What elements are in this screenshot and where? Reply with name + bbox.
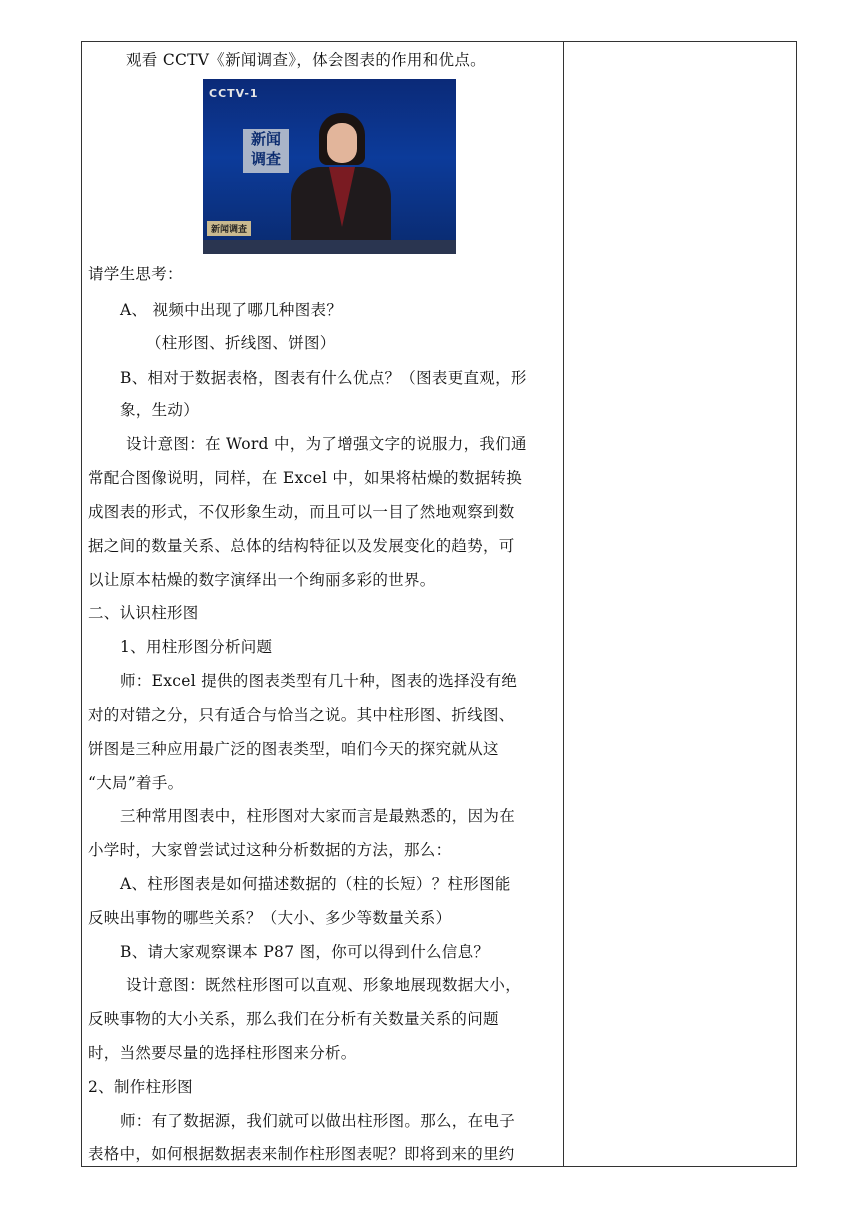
text-line: 请学生思考： [88,265,183,283]
text-line: 据之间的数量关系、总体的结构特征以及发展变化的趋势，可 [88,537,515,555]
show-logo: 新闻 调查 [243,129,289,173]
text-line: “大局”着手。 [88,774,184,792]
text-line: 以让原本枯燥的数字演绎出一个绚丽多彩的世界。 [88,571,436,589]
text-line: B、请大家观察课本 P87 图，你可以得到什么信息？ [120,943,490,961]
subsection-heading: 1、用柱形图分析问题 [120,638,273,656]
text-line: 观看 CCTV《新闻调查》，体会图表的作用和优点。 [126,51,486,69]
text-line: 设计意图：既然柱形图可以直观、形象地展现数据大小， [126,976,522,994]
text-line: 常配合图像说明，同样，在 Excel 中，如果将枯燥的数据转换 [88,469,523,487]
news-video-still [203,79,456,254]
text-line: 表格中，如何根据数据表来制作柱形图表呢？即将到来的里约 [88,1145,515,1163]
notes-column [564,42,796,1166]
text-line: 师：Excel 提供的图表类型有几十种，图表的选择没有绝 [120,672,518,690]
text-line: （柱形图、折线图、饼图） [146,334,336,352]
text-line: B、相对于数据表格，图表有什么优点？（图表更直观，形 [120,369,527,387]
video-caption: 新闻调查 [207,221,251,236]
subsection-heading: 2、制作柱形图 [88,1078,193,1096]
text-line: 成图表的形式，不仅形象生动，而且可以一目了然地观察到数 [88,503,515,521]
text-line: A、柱形图表是如何描述数据的（柱的长短）？柱形图能 [120,875,511,893]
cctv-logo: CCTV-1 [209,87,259,100]
text-line: 象，生动） [120,401,200,419]
lesson-table [81,41,797,1167]
text-line: 设计意图：在 Word 中，为了增强文字的说服力，我们通 [126,435,527,453]
text-line: 反映事物的大小关系，那么我们在分析有关数量关系的问题 [88,1010,499,1028]
section-heading: 二、认识柱形图 [88,604,199,622]
text-line: 饼图是三种应用最广泛的图表类型，咱们今天的探究就从这 [88,740,499,758]
text-line: 对的对错之分，只有适合与恰当之说。其中柱形图、折线图、 [88,706,515,724]
text-line: 小学时，大家曾尝试过这种分析数据的方法，那么： [88,841,452,859]
anchor-face [327,123,357,163]
text-line: A、 视频中出现了哪几种图表？ [120,301,343,319]
news-desk [203,240,456,254]
text-line: 反映出事物的哪些关系？（大小、多少等数量关系） [88,909,452,927]
text-line: 师：有了数据源，我们就可以做出柱形图。那么，在电子 [120,1112,516,1130]
text-line: 时，当然要尽量的选择柱形图来分析。 [88,1044,357,1062]
text-line: 三种常用图表中，柱形图对大家而言是最熟悉的，因为在 [120,807,516,825]
